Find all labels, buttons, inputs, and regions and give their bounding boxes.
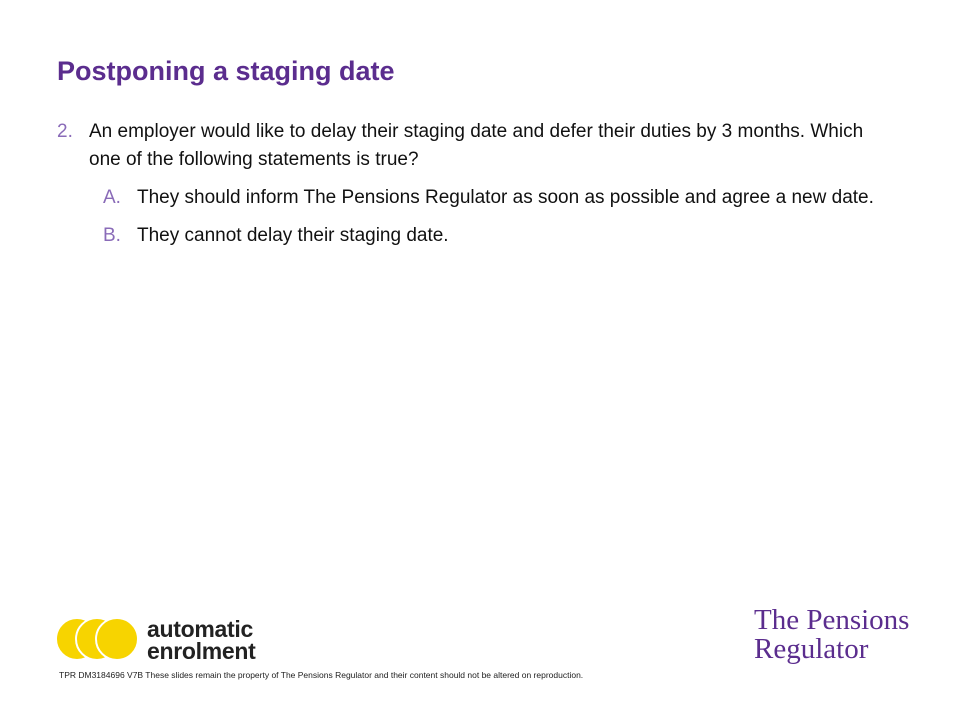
- ae-circles-icon: [55, 615, 139, 665]
- question-number: 2.: [57, 121, 73, 142]
- ae-logo-line1: automatic: [147, 616, 253, 642]
- option-letter: B.: [103, 225, 121, 246]
- ae-logo-text: [147, 618, 255, 662]
- option-text: They cannot delay their staging date.: [137, 225, 449, 246]
- question-text: An employer would like to delay their staging date and defer their duties by 3 months. Which one of the following statements is true?: [89, 121, 864, 170]
- question-block: [57, 118, 897, 250]
- question: [57, 118, 897, 174]
- option-letter: A.: [103, 187, 121, 208]
- option-b: [103, 222, 897, 250]
- automatic-enrolment-logo: [55, 615, 255, 665]
- tpr-logo-line1: The Pensions: [754, 604, 910, 636]
- option-text: They should inform The Pensions Regulator as soon as possible and agree a new date.: [137, 187, 874, 208]
- tpr-logo-line2: Regulator: [754, 633, 869, 665]
- slide-title: Postponing a staging date: [57, 56, 395, 86]
- footer-disclaimer: TPR DM3184696 V7B These slides remain the property of The Pensions Regulator and their content should not be altered on reproduction.: [59, 670, 584, 680]
- pensions-regulator-logo: [754, 606, 909, 664]
- ae-logo-line2: enrolment: [147, 638, 256, 664]
- option-a: [103, 184, 897, 212]
